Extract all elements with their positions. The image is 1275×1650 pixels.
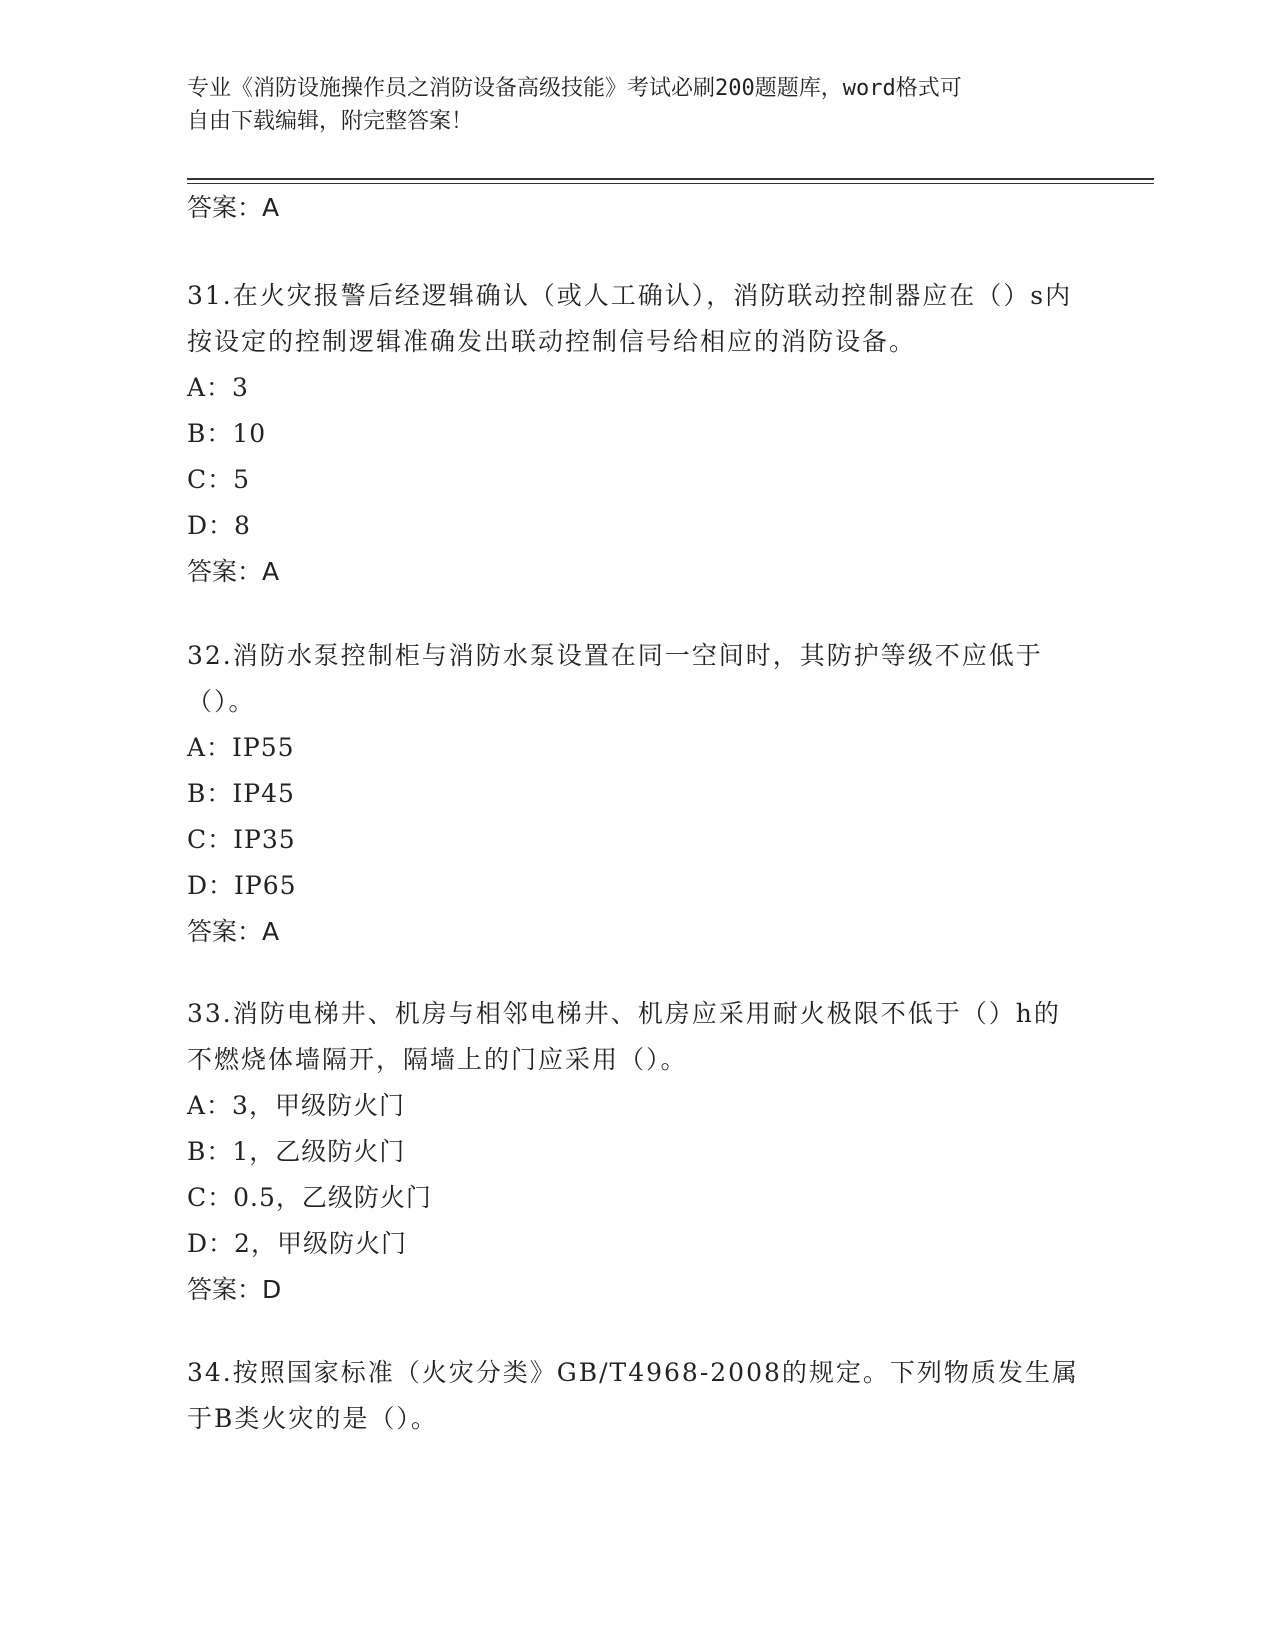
question-33 xyxy=(187,991,1087,1313)
option-b: B：1，乙级防火门 xyxy=(187,1137,406,1166)
header-divider-thin xyxy=(187,183,1154,184)
option-a: A：3 xyxy=(187,373,249,402)
question-34 xyxy=(187,1350,1087,1442)
header-line-1: 专业《消防设施操作员之消防设备高级技能》考试必刷200题题库，word格式可 xyxy=(187,76,962,101)
question-text: 32.消防水泵控制柜与消防水泵设置在同一空间时，其防护等级不应低于（）。 xyxy=(187,641,1043,716)
option-c: C：5 xyxy=(187,465,251,494)
answer-label: 答案： xyxy=(187,1275,263,1304)
answer-value: A xyxy=(262,917,280,946)
question-32 xyxy=(187,633,1087,955)
answer-value: A xyxy=(262,557,280,586)
option-c: C：0.5，乙级防火门 xyxy=(187,1183,432,1212)
header-divider-thick xyxy=(187,178,1154,180)
question-text: 31.在火灾报警后经逻辑确认（或人工确认），消防联动控制器应在（）s内按设定的控制逻辑准确发出联动控制信号给相应的消防设备。 xyxy=(187,281,1073,356)
option-b: B：IP45 xyxy=(187,779,295,808)
answer-label: 答案： xyxy=(187,193,263,222)
option-b: B：10 xyxy=(187,419,267,448)
question-text: 33.消防电梯井、机房与相邻电梯井、机房应采用耐火极限不低于（）h的不燃烧体墙隔开，隔墙上的门应采用（）。 xyxy=(187,999,1061,1074)
option-d: D：IP65 xyxy=(187,871,297,900)
question-text: 34.按照国家标准（火灾分类》GB/T4968-2008的规定。下列物质发生属于B类火灾的是（）。 xyxy=(187,1358,1079,1433)
option-a: A：3，甲级防火门 xyxy=(187,1091,405,1120)
answer-label: 答案： xyxy=(187,917,263,946)
answer-value: A xyxy=(262,193,280,222)
option-d: D：8 xyxy=(187,511,251,540)
option-d: D：2，甲级防火门 xyxy=(187,1229,407,1258)
header-line-2: 自由下载编辑，附完整答案！ xyxy=(187,109,474,134)
option-c: C：IP35 xyxy=(187,825,296,854)
question-31 xyxy=(187,273,1087,595)
answer-value: D xyxy=(262,1275,282,1304)
document-header xyxy=(187,72,1067,138)
option-a: A：IP55 xyxy=(187,733,295,762)
previous-answer xyxy=(187,185,1087,231)
answer-label: 答案： xyxy=(187,557,263,586)
